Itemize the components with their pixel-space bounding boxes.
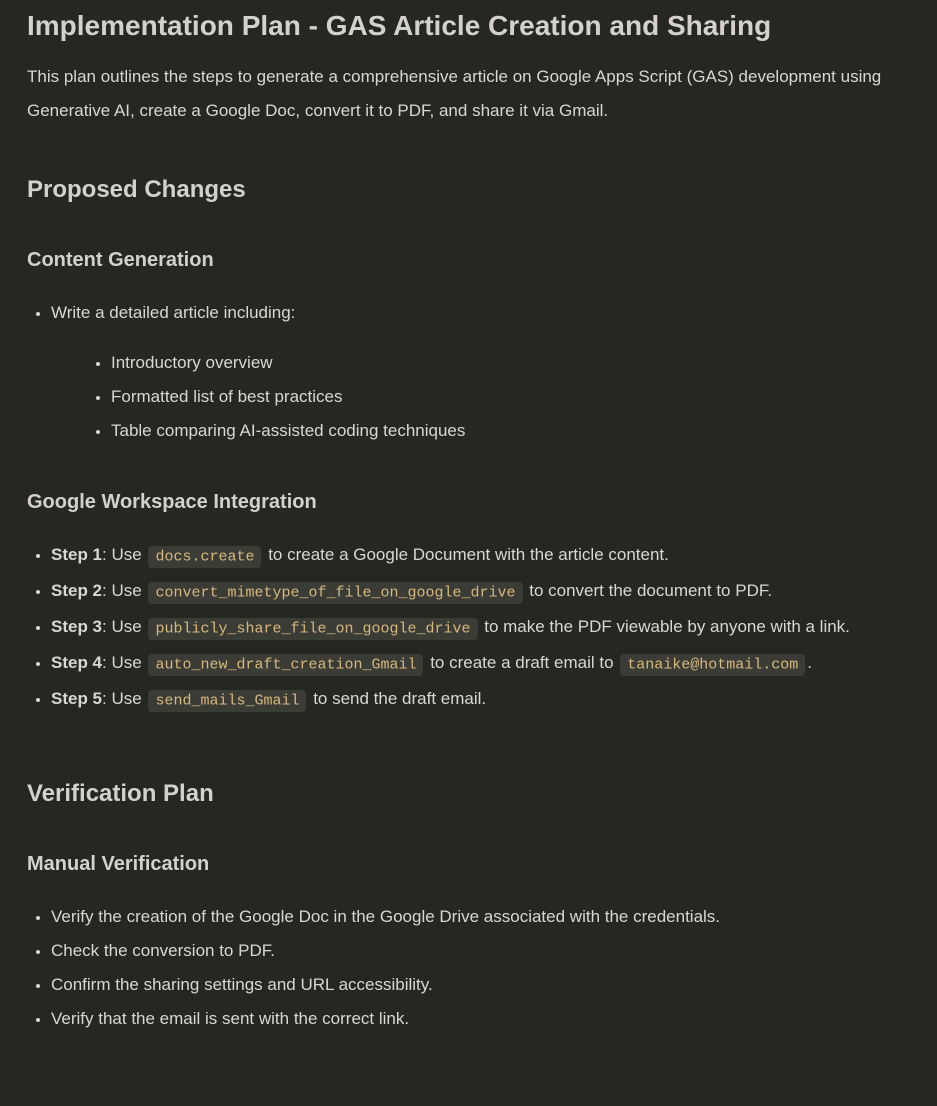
list-item: • Table comparing AI-assisted coding techniques xyxy=(111,414,910,448)
list-item: • Verify the creation of the Google Doc in the Google Drive associated with the credentials. xyxy=(51,900,910,934)
step-text: . xyxy=(807,653,813,672)
list-item xyxy=(51,296,910,448)
page-title: Implementation Plan - GAS Article Creation and Sharing xyxy=(27,10,772,41)
list-item: • Formatted list of best practices xyxy=(111,380,910,414)
step-text: : Use xyxy=(102,617,147,636)
content-generation-sublist xyxy=(51,346,910,448)
list-item: • Verify that the email is sent with the correct link. xyxy=(51,1002,910,1036)
step-item xyxy=(51,646,910,682)
code-chip: convert_mimetype_of_file_on_google_drive xyxy=(148,582,522,604)
step-label: Step 2 xyxy=(51,581,103,600)
code-chip: docs.create xyxy=(148,546,261,568)
step-text: to make the PDF viewable by anyone with a link. xyxy=(479,617,850,636)
step-item xyxy=(51,538,910,574)
step-text: : Use xyxy=(102,581,147,600)
intro-paragraph: This plan outlines the steps to generate a comprehensive article on Google Apps Script (GAS) development using Generative AI, create a Google Doc, convert it to PDF, and share it via Gmail. xyxy=(27,67,882,120)
list-item: • Introductory overview xyxy=(111,346,910,380)
code-chip: auto_new_draft_creation_Gmail xyxy=(148,654,423,676)
step-item xyxy=(51,682,910,718)
step-text: : Use xyxy=(102,545,147,564)
step-label: Step 1 xyxy=(51,545,103,564)
section-heading-verification-plan: Verification Plan xyxy=(27,780,214,807)
step-text: to send the draft email. xyxy=(308,689,487,708)
plan-document xyxy=(27,8,910,1036)
content-generation-list xyxy=(27,296,910,448)
step-label: Step 3 xyxy=(51,617,103,636)
step-text: to convert the document to PDF. xyxy=(524,581,773,600)
step-text: to create a draft email to xyxy=(425,653,619,672)
section-heading-proposed-changes: Proposed Changes xyxy=(27,176,246,203)
step-text: to create a Google Document with the article content. xyxy=(263,545,669,564)
list-item: • Confirm the sharing settings and URL accessibility. xyxy=(51,968,910,1002)
list-item-text: Write a detailed article including: xyxy=(51,303,296,322)
step-text: : Use xyxy=(102,653,147,672)
step-label: Step 4 xyxy=(51,653,103,672)
subsection-heading-google-workspace-integration: Google Workspace Integration xyxy=(27,491,317,513)
list-item: • Check the conversion to PDF. xyxy=(51,934,910,968)
subsection-heading-content-generation: Content Generation xyxy=(27,249,214,271)
step-item xyxy=(51,574,910,610)
code-chip: publicly_share_file_on_google_drive xyxy=(148,618,477,640)
step-text: : Use xyxy=(102,689,147,708)
step-label: Step 5 xyxy=(51,689,103,708)
subsection-heading-manual-verification: Manual Verification xyxy=(27,853,210,875)
code-chip-email: tanaike@hotmail.com xyxy=(620,654,805,676)
code-chip: send_mails_Gmail xyxy=(148,690,306,712)
step-item xyxy=(51,610,910,646)
verification-list xyxy=(27,900,910,1036)
integration-steps-list xyxy=(27,538,910,718)
